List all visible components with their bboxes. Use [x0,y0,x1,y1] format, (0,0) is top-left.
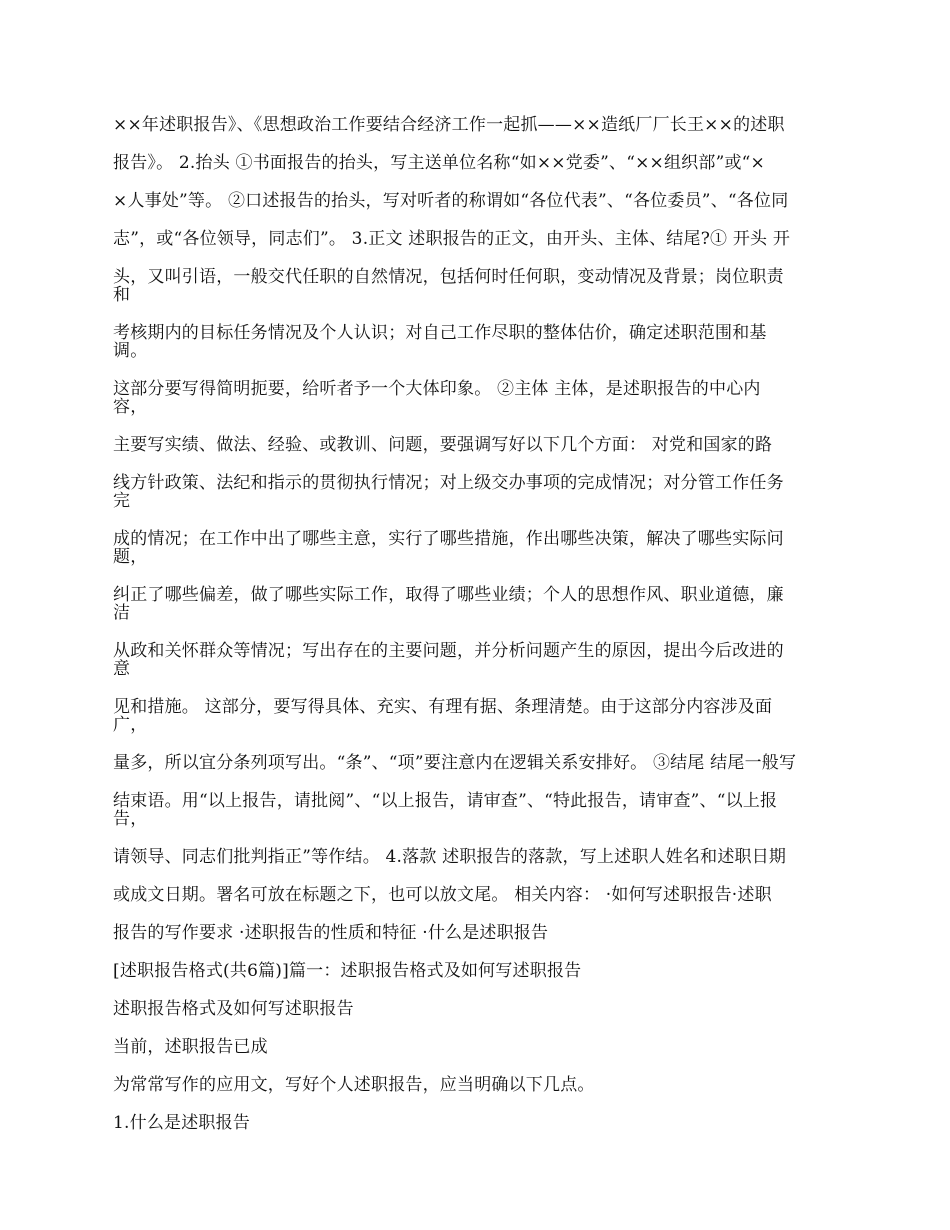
text-line-wrap: 完 [113,491,131,511]
text-line: ××年述职报告》、《思想政治工作要结合经济工作一起抓——××造纸厂厂长王××的述职 [113,115,785,135]
text-line: 见和措施。 这部分，要写得具体、充实、有理有据、条理清楚。由于这部分内容涉及面 [113,697,773,717]
text-line-wrap: 容， [113,397,148,417]
text-line: ×人事处”等。 ②口述报告的抬头，写对听者的称谓如“各位代表”、“各位委员”、“各位同 [113,191,789,211]
text-line: 成的情况；在工作中出了哪些主意，实行了哪些措施，作出哪些决策，解决了哪些实际问 [113,529,784,549]
text-line: 量多，所以宜分条列项写出。“条”、“项”要注意内在逻辑关系安排好。 ③结尾 结尾一般写 [113,753,797,773]
text-line: 请领导、同志们批判指正”等作结。 4.落款 述职报告的落款，写上述职人姓名和述职日期 [113,847,787,867]
text-line: 报告的写作要求 ·述职报告的性质和特征 ·什么是述职报告 [113,923,549,943]
text-line: 报告》。 2.抬头 ①书面报告的抬头，写主送单位名称“如××党委”、“××组织部”或“× [113,153,766,173]
section-heading: [述职报告格式(共6篇)]篇一：述职报告格式及如何写述职报告 [113,961,582,981]
text-line: 纠正了哪些偏差，做了哪些实际工作，取得了哪些业绩；个人的思想作风、职业道德，廉 [113,585,784,605]
text-line-wrap: 和 [113,285,131,305]
text-line: 考核期内的目标任务情况及个人认识；对自己工作尽职的整体估价，确定述职范围和基 [113,323,767,343]
text-line: 或成文日期。署名可放在标题之下，也可以放文尾。 相关内容： ·如何写述职报告·述职 [113,885,772,905]
text-line: 当前，述职报告已成 [113,1037,268,1057]
text-line: 志”，或“各位领导，同志们”。 3.正文 述职报告的正文，由开头、主体、结尾?① 开头 开 [113,229,791,249]
text-line-wrap: 题， [113,547,148,567]
text-line-wrap: 调。 [113,341,148,361]
text-line: 主要写实绩、做法、经验、或教训、问题，要强调写好以下几个方面： 对党和国家的路 [113,435,773,455]
text-line: 为常常写作的应用文，写好个人述职报告，应当明确以下几点。 [113,1075,595,1095]
text-line: 这部分要写得简明扼要，给听者予一个大体印象。 ②主体 主体，是述职报告的中心内 [113,379,761,399]
text-line: 头，又叫引语，一般交代任职的自然情况，包括何时任何职，变动情况及背景；岗位职责 [113,267,784,287]
text-line: 从政和关怀群众等情况；写出存在的主要问题，并分析问题产生的原因，提出今后改进的 [113,641,784,661]
text-line: 结束语。用“以上报告，请批阅”、“以上报告，请审查”、“特此报告，请审查”、“以上报 [113,791,778,811]
text-line-wrap: 意 [113,659,131,679]
numbered-heading: 1.什么是述职报告 [113,1113,251,1133]
text-line-wrap: 洁 [113,603,131,623]
article-title: 述职报告格式及如何写述职报告 [113,999,354,1019]
text-line: 线方针政策、法纪和指示的贯彻执行情况；对上级交办事项的完成情况；对分管工作任务 [113,473,784,493]
text-line-wrap: 告， [113,809,148,829]
text-line-wrap: 广， [113,715,148,735]
